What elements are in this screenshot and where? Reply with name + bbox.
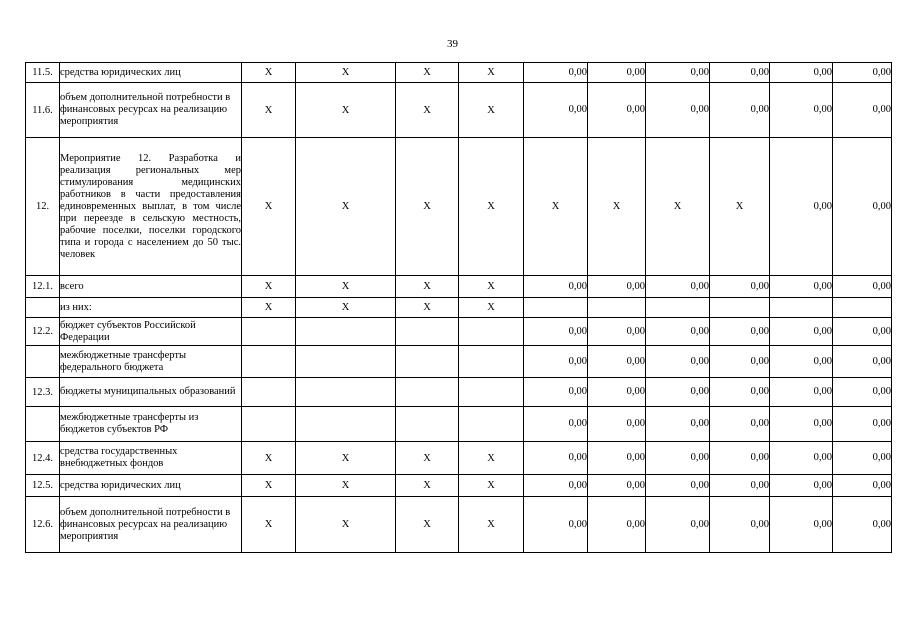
value-cell — [646, 298, 710, 318]
mark-cell: X — [459, 298, 524, 318]
row-number: 12.5. — [26, 475, 60, 497]
value-cell: 0,00 — [833, 475, 892, 497]
row-description: бюджеты муниципальных образований — [60, 378, 242, 407]
mark-cell: X — [396, 497, 459, 553]
mark-cell: X — [242, 83, 296, 138]
row-description: межбюджетные трансферты федерального бюджета — [60, 346, 242, 378]
value-cell: X — [524, 138, 588, 276]
value-cell: 0,00 — [646, 276, 710, 298]
mark-cell: X — [296, 276, 396, 298]
row-number: 11.5. — [26, 63, 60, 83]
value-cell: 0,00 — [646, 497, 710, 553]
table-row — [26, 407, 892, 442]
value-cell: 0,00 — [833, 407, 892, 442]
value-cell — [588, 298, 646, 318]
mark-cell: X — [296, 138, 396, 276]
value-cell: 0,00 — [770, 63, 833, 83]
mark-cell — [459, 318, 524, 346]
value-cell: 0,00 — [770, 138, 833, 276]
mark-cell: X — [296, 475, 396, 497]
mark-cell: X — [242, 63, 296, 83]
row-number: 12.4. — [26, 442, 60, 475]
mark-cell: X — [459, 83, 524, 138]
row-description: межбюджетные трансферты из бюджетов субъектов РФ — [60, 407, 242, 442]
table-row — [26, 83, 892, 138]
mark-cell: X — [396, 63, 459, 83]
page-number: 39 — [447, 38, 458, 50]
row-description: из них: — [60, 298, 242, 318]
row-number — [26, 407, 60, 442]
value-cell: 0,00 — [710, 378, 770, 407]
row-description: средства юридических лиц — [60, 475, 242, 497]
table-row — [26, 497, 892, 553]
mark-cell — [396, 407, 459, 442]
row-number: 11.6. — [26, 83, 60, 138]
row-description: объем дополнительной потребности в финансовых ресурсах на реализацию мероприятия — [60, 497, 242, 553]
value-cell: 0,00 — [588, 407, 646, 442]
value-cell: 0,00 — [588, 276, 646, 298]
table-row — [26, 318, 892, 346]
value-cell: 0,00 — [770, 276, 833, 298]
row-number — [26, 346, 60, 378]
mark-cell — [459, 407, 524, 442]
value-cell: 0,00 — [524, 63, 588, 83]
value-cell: 0,00 — [524, 346, 588, 378]
mark-cell: X — [459, 276, 524, 298]
mark-cell — [242, 318, 296, 346]
mark-cell — [296, 346, 396, 378]
mark-cell — [459, 346, 524, 378]
value-cell: 0,00 — [646, 407, 710, 442]
mark-cell: X — [459, 442, 524, 475]
value-cell — [710, 298, 770, 318]
value-cell: 0,00 — [646, 318, 710, 346]
mark-cell: X — [296, 497, 396, 553]
value-cell: 0,00 — [710, 497, 770, 553]
value-cell — [833, 298, 892, 318]
value-cell: 0,00 — [833, 276, 892, 298]
row-description: объем дополнительной потребности в финансовых ресурсах на реализацию мероприятия — [60, 83, 242, 138]
mark-cell — [396, 346, 459, 378]
value-cell: 0,00 — [833, 63, 892, 83]
row-description: средства юридических лиц — [60, 63, 242, 83]
table-row — [26, 276, 892, 298]
mark-cell: X — [296, 298, 396, 318]
row-number: 12. — [26, 138, 60, 276]
row-number — [26, 298, 60, 318]
value-cell: 0,00 — [770, 497, 833, 553]
mark-cell: X — [242, 497, 296, 553]
value-cell: 0,00 — [646, 83, 710, 138]
value-cell: 0,00 — [524, 497, 588, 553]
value-cell: 0,00 — [770, 407, 833, 442]
mark-cell — [296, 378, 396, 407]
table-row — [26, 378, 892, 407]
value-cell: 0,00 — [588, 378, 646, 407]
table-row — [26, 63, 892, 83]
mark-cell: X — [296, 442, 396, 475]
value-cell: 0,00 — [710, 442, 770, 475]
value-cell: X — [588, 138, 646, 276]
value-cell: 0,00 — [524, 276, 588, 298]
mark-cell: X — [459, 475, 524, 497]
value-cell — [524, 298, 588, 318]
value-cell: 0,00 — [524, 475, 588, 497]
mark-cell: X — [242, 298, 296, 318]
value-cell: 0,00 — [710, 83, 770, 138]
mark-cell: X — [242, 276, 296, 298]
value-cell: 0,00 — [646, 346, 710, 378]
table-row — [26, 346, 892, 378]
mark-cell: X — [459, 63, 524, 83]
value-cell: 0,00 — [710, 475, 770, 497]
budget-table — [25, 62, 892, 553]
mark-cell — [396, 318, 459, 346]
value-cell: 0,00 — [588, 63, 646, 83]
mark-cell: X — [459, 138, 524, 276]
value-cell: 0,00 — [524, 83, 588, 138]
value-cell: 0,00 — [710, 63, 770, 83]
row-description: средства государственных внебюджетных фондов — [60, 442, 242, 475]
value-cell: 0,00 — [770, 83, 833, 138]
row-number: 12.6. — [26, 497, 60, 553]
mark-cell: X — [396, 138, 459, 276]
mark-cell: X — [396, 298, 459, 318]
mark-cell — [296, 407, 396, 442]
value-cell: 0,00 — [588, 318, 646, 346]
value-cell: 0,00 — [646, 63, 710, 83]
value-cell: 0,00 — [646, 442, 710, 475]
value-cell: 0,00 — [524, 378, 588, 407]
value-cell: 0,00 — [588, 475, 646, 497]
mark-cell — [242, 378, 296, 407]
row-description: всего — [60, 276, 242, 298]
value-cell: 0,00 — [770, 475, 833, 497]
value-cell: 0,00 — [710, 407, 770, 442]
value-cell: 0,00 — [833, 83, 892, 138]
row-number: 12.2. — [26, 318, 60, 346]
value-cell: 0,00 — [770, 318, 833, 346]
value-cell: 0,00 — [588, 497, 646, 553]
mark-cell: X — [296, 83, 396, 138]
value-cell: 0,00 — [710, 276, 770, 298]
row-description: Мероприятие 12. Разработка и реализация региональных мер стимулирования медицинских работников в части предоставления единовременных выплат, в том числе при переезде в сельскую местность, рабочие поселки, поселки городского типа и города с населением до 50 тыс. человек — [60, 138, 242, 276]
value-cell: 0,00 — [588, 442, 646, 475]
value-cell: X — [646, 138, 710, 276]
mark-cell: X — [242, 475, 296, 497]
value-cell: 0,00 — [588, 346, 646, 378]
value-cell: 0,00 — [770, 442, 833, 475]
value-cell: X — [710, 138, 770, 276]
mark-cell: X — [396, 276, 459, 298]
value-cell: 0,00 — [710, 318, 770, 346]
table-row — [26, 298, 892, 318]
mark-cell — [296, 318, 396, 346]
mark-cell — [242, 407, 296, 442]
value-cell: 0,00 — [833, 378, 892, 407]
table-row — [26, 442, 892, 475]
value-cell: 0,00 — [588, 83, 646, 138]
value-cell: 0,00 — [524, 318, 588, 346]
row-description: бюджет субъектов Российской Федерации — [60, 318, 242, 346]
mark-cell: X — [296, 63, 396, 83]
value-cell: 0,00 — [524, 407, 588, 442]
mark-cell — [242, 346, 296, 378]
row-number: 12.1. — [26, 276, 60, 298]
row-number: 12.3. — [26, 378, 60, 407]
value-cell: 0,00 — [770, 346, 833, 378]
mark-cell: X — [242, 138, 296, 276]
mark-cell — [396, 378, 459, 407]
mark-cell: X — [396, 442, 459, 475]
mark-cell: X — [459, 497, 524, 553]
value-cell: 0,00 — [524, 442, 588, 475]
table-row — [26, 475, 892, 497]
mark-cell: X — [396, 475, 459, 497]
value-cell: 0,00 — [710, 346, 770, 378]
table-row — [26, 138, 892, 276]
value-cell: 0,00 — [646, 475, 710, 497]
value-cell: 0,00 — [770, 378, 833, 407]
value-cell: 0,00 — [833, 138, 892, 276]
mark-cell: X — [396, 83, 459, 138]
value-cell: 0,00 — [833, 442, 892, 475]
mark-cell: X — [242, 442, 296, 475]
value-cell: 0,00 — [833, 497, 892, 553]
value-cell: 0,00 — [833, 318, 892, 346]
value-cell: 0,00 — [833, 346, 892, 378]
mark-cell — [459, 378, 524, 407]
value-cell: 0,00 — [646, 378, 710, 407]
value-cell — [770, 298, 833, 318]
